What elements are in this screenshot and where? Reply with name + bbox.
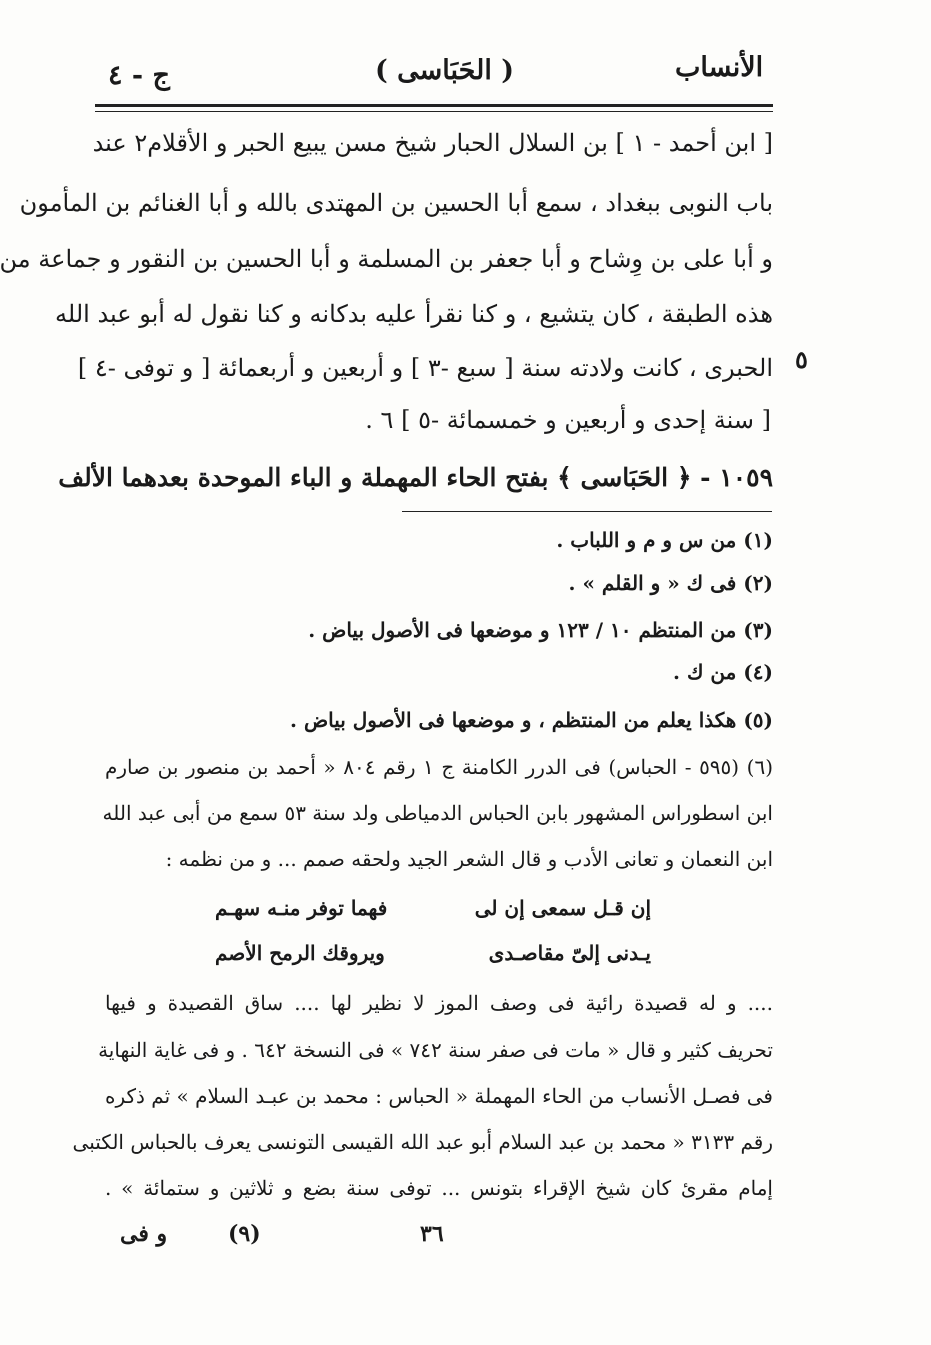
page-number: ٣٦ [420,1221,444,1247]
footnote-3: (٣) من المنتظم ١٠ / ١٢٣ و موضعها فى الأصول بياض . [308,618,773,642]
footnote-5: (٥) هكذا يعلم من المنتظم ، و موضعها فى الأصول بياض . [290,708,773,732]
body-line-6: [ سنة إحدى و أربعين و خمسمائة -٥ ] ٦ . [365,406,771,434]
line-number: ٥ [795,345,808,374]
header-rule [95,104,773,107]
body-line-2: باب النوبى ببغداد ، سمع أبا الحسين بن المهتدى بالله و أبا الغنائم بن المأمون [19,189,773,217]
running-head-right: الأنساب [675,52,764,83]
footnote-6-line-1: (٦) (٥٩٥ - الحباس) فى الدرر الكامنة ج ١ رقم ٨٠٤ « أحمد بن منصور بن صارم [105,755,773,779]
footnote-6-line-5: تحريف كثير و قال « مات فى صفر سنة ٧٤٢ » فى النسخة ٦٤٢ . و فى غاية النهاية [98,1038,773,1062]
footnote-1: (١) من س و م و اللباب . [556,528,773,552]
catchword: و فى [120,1221,168,1247]
body-line-1: [ ابن أحمد - ١ ] بن السلال الحبار شيخ مسن يبيع الحبر و الأقلام٢ عند [92,129,773,157]
footnote-6-line-4: .... و له قصيدة رائية فى وصف الموز لا نظير لها .... ساق القصيدة و فيها [105,991,773,1015]
footnote-6-line-6: فى فصـل الأنساب من الحاء المهملة « الحباس : محمد بن عبـد السلام » ثم ذكره [105,1084,773,1108]
footnote-rule [402,511,772,512]
entry-heading: ١٠٥٩ - ﴿ الحَبَاسى ﴾ بفتح الحاء المهملة و الباء الموحدة بعدهما الألف [58,463,773,492]
running-head-title: ( الحَبَاسى ) [375,55,515,86]
body-line-5: الحبرى ، كانت ولادته سنة [ سبع -٣ ] و أربعين و أربعمائة [ و توفى -٤ ] [77,354,773,382]
footnote-6-line-3: ابن النعمان و تعانى الأدب و قال الشعر الجيد ولحقه صمم ... و من نظمه : [165,847,773,871]
footnote-6-line-7: رقم ٣١٣٣ « محمد بن عبد السلام أبو عبد الله القيسى التونسى يعرف بالحباس الكتبى [72,1130,773,1154]
verse-1-first-hemistich: إن قـل سمعى إن لى [474,896,651,920]
verse-2-second-hemistich: ويروقك الرمح الأصم [215,941,385,965]
body-line-3: و أبا على بن وِشاح و أبا جعفر بن المسلمة و أبا الحسين بن النقور و جماعة من [0,245,773,273]
signature-mark: (٩) [228,1221,261,1247]
footnote-6-line-8: إمام مقرئ كان شيخ الإقراء بتونس ... توفى سنة بضع و ثلاثين و ستمائة » . [105,1176,773,1200]
verse-2-first-hemistich: يـدنى إلىّ مقاصـدى [488,941,651,965]
volume-label: ج - ٤ [108,60,170,91]
footnote-4: (٤) من ك . [673,660,773,684]
footnote-6-line-2: ابن اسطوراس المشهور بابن الحباس الدمياطى ولد سنة ٥٣ سمع من أبى عبد الله [102,801,773,825]
footnote-2: (٢) فى ك « و القلم » . [568,571,773,595]
header-rule-thin [95,111,773,112]
verse-1-second-hemistich: فهما توفر منـه سهـم [215,896,388,920]
body-line-4: هذه الطبقة ، كان يتشيع ، و كنا نقرأ عليه بدكانه و كنا نقول له أبو عبد الله [55,300,773,328]
